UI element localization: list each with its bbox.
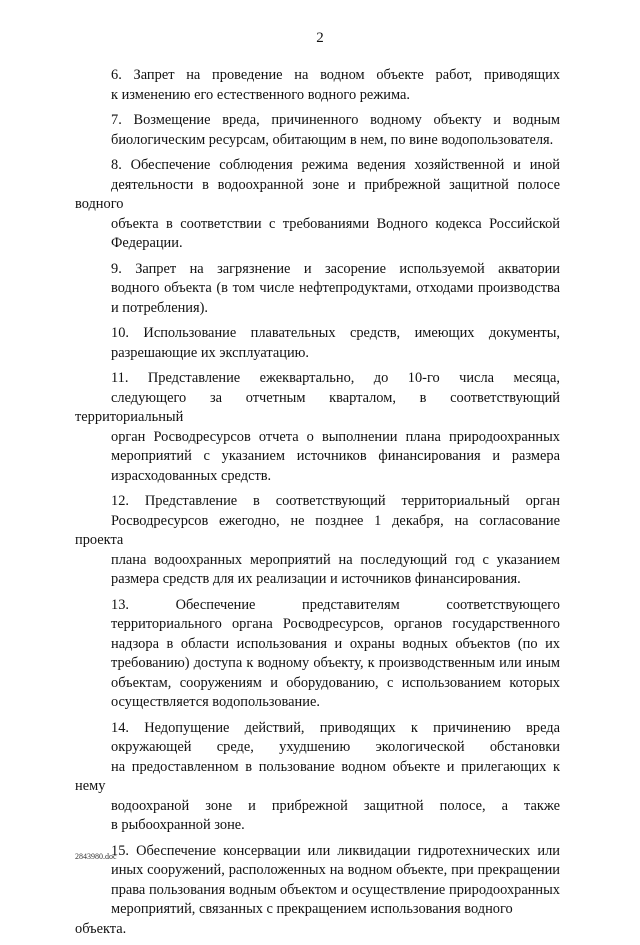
list-item (75, 842, 560, 940)
paragraph-line: израсходованных средств. (111, 467, 272, 484)
paragraph-line: Росводресурсов ежегодно, не позднее 1 декабря, на согласование проекта (75, 512, 560, 548)
list-item (75, 492, 560, 590)
paragraph-line: 10. Использование плавательных средств, имеющих документы, (111, 325, 560, 341)
paragraph-line: следующего за отчетным кварталом, в соответствующий территориальный (75, 389, 560, 425)
paragraph-line: территориального органа Росводресурсов, органов государственного (111, 616, 560, 632)
paragraph-line: осуществляется водопользование. (111, 694, 320, 710)
paragraph-line: 9. Запрет на загрязнение и засорение используемой акватории (111, 260, 560, 277)
paragraph-line: мероприятий с указанием источников финансирования и размера (111, 448, 560, 464)
list-item (75, 719, 560, 836)
paragraph-line: права пользования водным объектом и осуществление природоохранных (111, 881, 560, 898)
document-body (75, 66, 560, 945)
page-number: 2 (316, 30, 324, 46)
list-item (75, 324, 560, 363)
paragraph-line: объекта в соответствии с требованиями Водного кодекса Российской (111, 215, 560, 232)
paragraph-line: плана водоохранных мероприятий на последующий год с указанием (111, 551, 560, 568)
paragraph-line: и потребления). (111, 299, 208, 316)
paragraph-line: требованию) доступа к водному объекту, к производственным или иным (111, 655, 560, 671)
list-item (75, 260, 560, 319)
list-item (75, 156, 560, 254)
paragraph-line: мероприятий, связанных с прекращением использования водного объекта. (75, 901, 513, 937)
paragraph-line: 15. Обеспечение консервации или ликвидации гидротехнических или (111, 842, 560, 859)
paragraph-line: окружающей среде, ухудшению экологической обстановки (111, 739, 560, 755)
paragraph-line: водоохраной зоне и прибрежной защитной полосе, а также (111, 797, 560, 814)
paragraph-line: 11. Представление ежеквартально, до 10-го числа месяца, (111, 370, 560, 386)
list-item (75, 111, 560, 150)
paragraph-line: объектам, сооружениям и оборудованию, с использованием которых (111, 674, 560, 691)
paragraph-line: 14. Недопущение действий, приводящих к причинению вреда (111, 719, 560, 736)
paragraph-line: 13. Обеспечение представителям соответствующего (111, 596, 560, 613)
paragraph-line: орган Росводресурсов отчета о выполнении плана природоохранных (111, 428, 560, 445)
paragraph-line: разрешающие их эксплуатацию. (111, 344, 310, 361)
paragraph-line: надзора в области использования и охраны водных объектов (по их (111, 635, 560, 652)
list-item (75, 596, 560, 713)
paragraph-line: 7. Возмещение вреда, причиненного водному объекту и водным (111, 112, 560, 128)
paragraph-line: 8. Обеспечение соблюдения режима ведения хозяйственной и иной (111, 157, 560, 173)
paragraph-line: иных сооружений, расположенных на водном объекте, при прекращении (111, 862, 560, 878)
list-item (75, 66, 560, 105)
paragraph-line: Федерации. (111, 235, 183, 251)
paragraph-line: деятельности в водоохранной зоне и прибрежной защитной полосе водного (75, 176, 560, 212)
paragraph-line: биологическим ресурсам, обитающим в нем, по вине водопользователя. (111, 131, 554, 148)
paragraph-line: водного объекта (в том числе нефтепродуктами, отходами производства (111, 280, 560, 296)
paragraph-line: размера средств для их реализации и источников финансирования. (111, 571, 521, 587)
list-item (75, 369, 560, 486)
paragraph-line: на предоставленном в пользование водном объекте и прилегающих к нему (75, 758, 560, 794)
paragraph-line: к изменению его естественного водного режима. (111, 86, 410, 103)
footer-file-code: 2843980.doc (75, 852, 117, 861)
paragraph-line: 6. Запрет на проведение на водном объекте работ, приводящих (111, 67, 560, 83)
paragraph-line: в рыбоохранной зоне. (111, 817, 245, 833)
paragraph-line: 12. Представление в соответствующий территориальный орган (111, 493, 560, 509)
